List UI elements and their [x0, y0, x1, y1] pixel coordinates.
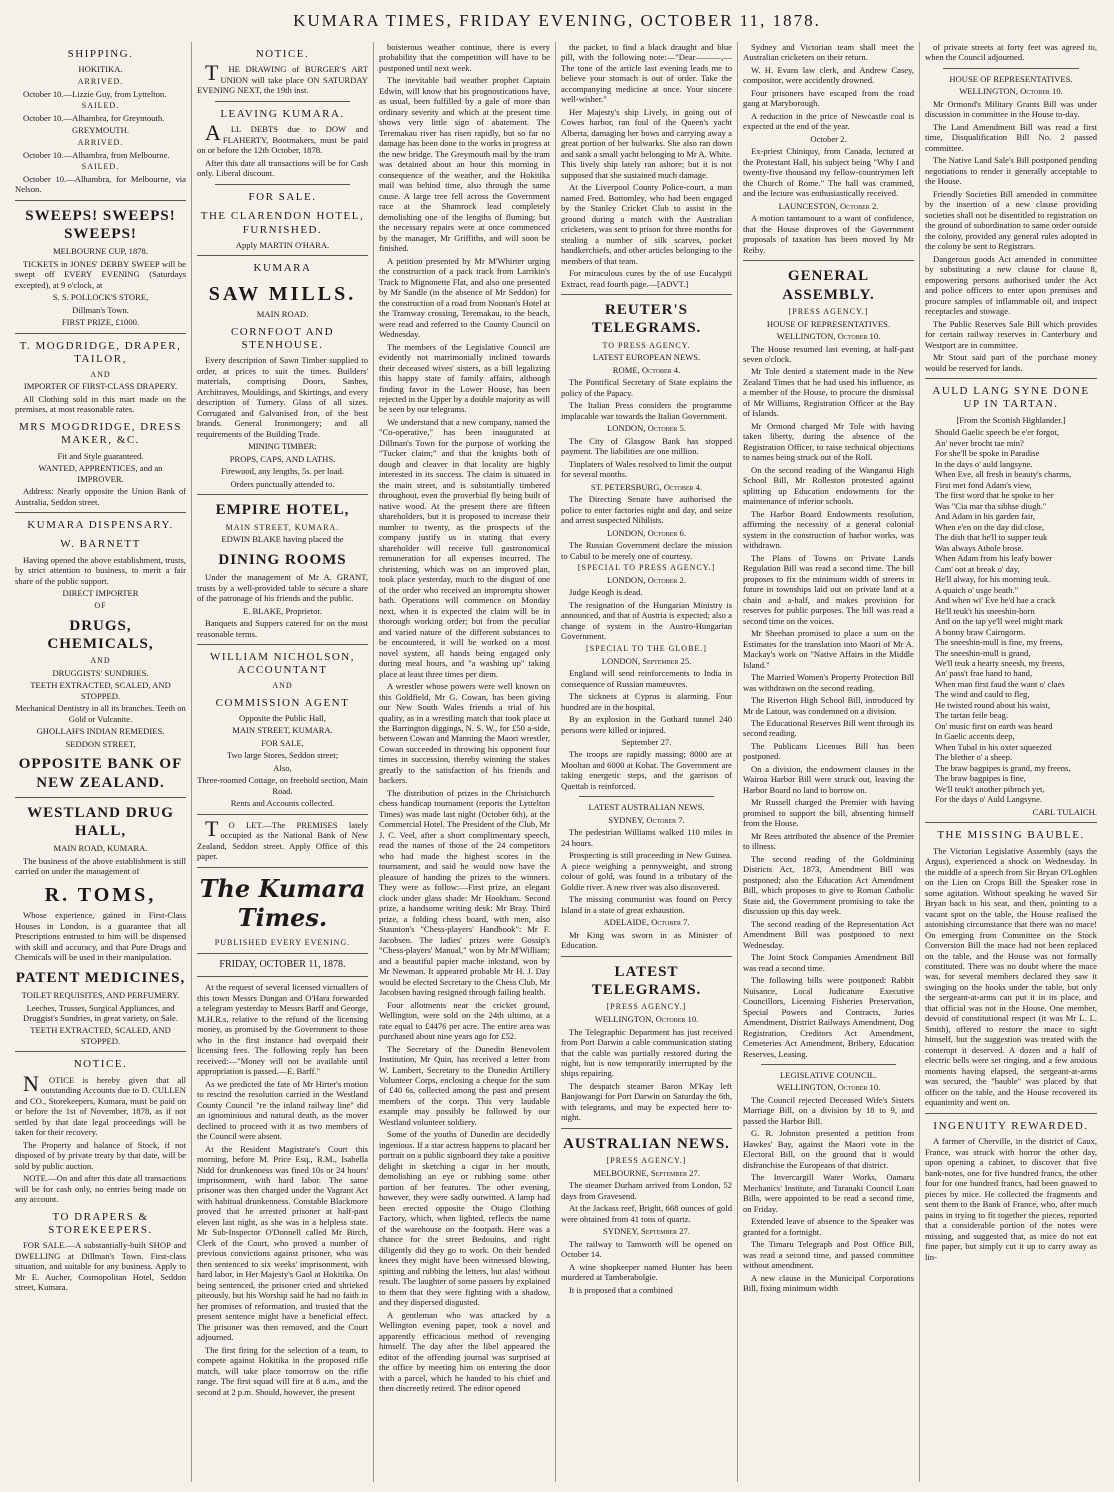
report-paragraph: Extended leave of absence to the Speaker was granted for a fortnight. — [743, 1216, 914, 1237]
article-paragraph: A petition presented by Mr M'Whirter urging the construction of a pack track from Larrikin's Track to Mignonette Flat, and also one presented by Mr Sandle (in the absence of Mr Seddon) for the construction of a road from Noonan's Hotel at the Tramway crossing, Teremakau, to the beach, were read and referred to the County Council on Wednesday. — [379, 255, 550, 340]
report-paragraph: The Public Reserves Sale Bill which provides for certain railway reserves in Canterbury and Westport are in committee. — [925, 318, 1097, 350]
article-paragraph: At the Liverpool County Police-court, a man named Fred. Bottomley, who had been engaged by the Stanley Cricket Club to assist in the ground during a match with the Australian cricketers, was sent to prison for three months for stealing a number of silk scarves, pocket handkerchiefs, and other articles belonging to the members of that team. — [561, 182, 732, 266]
report-paragraph: The second reading of the Representation Act Amendment Bill was postponed to next Wednesday. — [743, 918, 914, 950]
ad-text: Having opened the above establishment, trusts, by strict attention to business, to merit a fair share of the public support. — [15, 554, 186, 586]
report-paragraph: Mr Rees attributed the absence of the Premier to illness. — [743, 830, 914, 852]
poem-line: A quaich o' usge beath." — [935, 584, 1019, 595]
ad-and: AND — [272, 680, 293, 690]
report-paragraph: A new clause in the Municipal Corporations Bill, fixing minimum width — [743, 1272, 914, 1294]
ad-heading: KUMARA — [253, 262, 312, 275]
ad-text: Every description of Sawn Timber supplied to order, at prices to suit the times. Builders' materials, comprising Doors, Sashes, Architraves, Mouldings, and Skirtings, and every description of Turnery. Glass of all sizes. Corrugated and Galvanised Iron, of the best brands. General Ironmongery; and all requirements of the Building Trade. — [197, 355, 368, 439]
section-heading: AULD LANG SYNE DONE UP IN TARTAN. — [932, 385, 1090, 411]
article-paragraph: The Secretary of the Dunedin Benevolent Institution, Mr Quin, has received a letter from W. Lambert, Secretary to the Dunedin Artillery Volunteer Corps, enclosing a cheque for the sum of £40 6s, collected among the past and present members of the corps. This very laudable example may possibly be followed by our Westland volunteer soldiery. — [379, 1043, 550, 1127]
poem-line: And on the tap ye'll weel might mark — [935, 616, 1063, 627]
poem — [925, 427, 1097, 804]
dateline: ROME, October 4. — [612, 364, 681, 375]
ad-heading: PATENT MEDICINES, — [15, 969, 186, 986]
dateline: MELBOURNE, September 27. — [593, 1167, 700, 1178]
ad-heading: LEAVING KUMARA. — [220, 107, 345, 120]
poem-line: In the days o' auld langsyne. — [935, 458, 1033, 469]
sailed-label: SAILED. — [81, 162, 120, 172]
article-paragraph: The Victorian Legislative Assembly (says the Argus), experienced a shock on Wednesday. In the middle of a speech from Sir Bryan O'Loghlen on the Lien on Crops Bill the Speaker rose in some agitation. Without speaking he waved Sir Bryan back to his seat, and then, pointing to a vacant spot on the table, the House realised the astonishing circumstance that there was no mace! On emerging from Committee on the Stock Conversion Bill the mace had not been replaced on the table, and the House was not formally constituted. There was no doubt where the mace was, for several members declared they saw it swinging on the hooks under the table, but only the sergeant-at-arms can put it in its place, and that official was not in the House. One member, devoid of constitutional respect (it was Mr L. L. Smith), offered to restore the mace to sight himself, but the suggestion was treated with the contempt it deserved. A dozen and a half of electric bells were set ringing, and a few anxious moments having elapsed, the sergeant-at-arms was secured, the "bauble" was placed by that officer on the table, and the House recovered its equanimity and went on. — [925, 845, 1097, 1108]
ad-line: Two large Stores, Seddon street; — [226, 750, 339, 761]
notice-text: NOTICE is hereby given that all outstanding Accounts due to D. CULLEN and CO., Storekeepers, Kumara, must be paid on or before the 1st of November, 1878, as if not settled by that date legal proceedings will be taken for their recovery. — [15, 1070, 186, 1138]
agency-label: [PRESS AGENCY.] — [606, 1156, 687, 1166]
report-paragraph: The Plans of Towns on Private Lands Regulation Bill was read a second time. The bill proposes to fix the minimum width of streets in future in townships laid out on private land at a chain and a-half, and makes provision for reserves for public purposes. The bill was read a second time on the voices. — [743, 552, 914, 626]
telegram: The Russian Government declare the mission to Cabul to be merely one of courtesy. — [561, 540, 732, 561]
notice-heading: NOTICE. — [255, 48, 310, 60]
ad-line: EDWIN BLAKE having placed the — [221, 534, 344, 545]
article-paragraph: A gentleman who was attacked by a Wellington evening paper, took a novel and apparently efficacious method of revenging himself. The day after the libel appeared the editor of the offending journal was surprised at the office by meeting him on entering the door with a parcel, which he handed to his chief and then discreetly retired. The editor opened — [379, 1309, 550, 1394]
telegram: Judge Keogh is dead. — [569, 587, 643, 598]
divider — [197, 953, 368, 954]
ad-line: Rents and Accounts collected. — [230, 798, 335, 809]
ad-line: Three-roomed Cottage, on freehold section, Main Road. — [197, 775, 368, 796]
dateline: ST. PETERSBURG, October 4. — [590, 481, 703, 492]
telegram: Four prisoners have escaped from the road gang at Maryborough. — [743, 87, 914, 109]
agency-label: [SPECIAL TO THE GLOBE.] — [586, 643, 707, 653]
divider — [15, 1051, 186, 1052]
section-heading: THE MISSING BAUBLE. — [937, 829, 1085, 842]
ad-heading: T. MOGDRIDGE, DRAPER, TAILOR, — [19, 339, 182, 366]
subheading: HOUSE OF REPRESENTATIVES. — [766, 318, 891, 329]
poem-line: Was always Athole brose. — [935, 542, 1024, 553]
dateline: ADELAIDE, October 7. — [603, 917, 690, 928]
columns — [10, 42, 1104, 1482]
ad-text: TICKETS in JONES' DERBY SWEEP will be swept off EVERY EVENING (Saturdays excepted), at 9 o'clock, at — [15, 258, 186, 290]
report-paragraph: The Publicans Licenses Bill has been postponed. — [743, 740, 914, 762]
ad-wanted: WANTED, APPRENTICES, and an IMPROVER. — [38, 463, 163, 484]
divider — [561, 956, 732, 957]
poem-line: An' never brocht tae min? — [935, 437, 1024, 448]
poem-line: The sneeshin-mull is fine, my freens, — [935, 637, 1063, 648]
poem-line: Cam' oot at break o' day, — [935, 563, 1020, 574]
ad-store: S. S. POLLOCK'S STORE, — [52, 292, 149, 303]
sweeps-heading: SWEEPS! SWEEPS! SWEEPS! — [25, 207, 176, 243]
poem-line: He'll teuk't his sneeshin-horn — [935, 605, 1035, 616]
cup-heading: MELBOURNE CUP, 1878. — [52, 246, 149, 257]
telegram: A reduction in the price of Newcastle coal is expected at the end of the year. — [743, 110, 914, 132]
poem-line: The braw bagpipes is fine, — [935, 773, 1026, 784]
ad-fit: Fit and Style guaranteed. — [57, 450, 144, 461]
ad-line: FOR SALE, — [261, 737, 304, 748]
column-3 — [374, 42, 556, 1482]
ad-line: Also, — [273, 762, 292, 773]
dateline: WELLINGTON, October 10. — [776, 1082, 881, 1093]
telegram: The steamer Durham arrived from London, 52 days from Gravesend. — [561, 1180, 732, 1201]
telegram: The Italian Press considers the programme implacable war towards the Italian Government. — [561, 400, 732, 421]
poem-line: For she'll be spoke in Paradise — [935, 448, 1040, 459]
ad-line: E. BLAKE, Proprietor. — [242, 605, 322, 616]
shipping-title: SHIPPING. — [67, 48, 134, 60]
ad-of: OF — [94, 600, 107, 610]
article-paragraph: boisterous weather continue, there is every probability that the competition will have to be postponed until next week. — [379, 42, 550, 73]
poem-line: The first word that he spoke to her — [935, 490, 1054, 501]
telegram: The railway to Tamworth will be opened on October 14. — [561, 1238, 732, 1260]
article-paragraph: The members of the Legislative Council are evidently not matrimonially inclined towards their deceased wives' sisters, as a bill legalizing this happy state of family affairs, although finding favor in the Lower House, has been rejected in the Upper by a double majority as will be seen by our telegrams. — [379, 341, 550, 415]
poem-line: We'll teuk't another pibroch yet, — [935, 783, 1045, 794]
telegram: The despatch steamer Baron M'Kay left Banjowangi for Port Darwin on Saturday the 6th, with telegrams, and may be expected here to-night. — [561, 1080, 732, 1123]
report-paragraph: The Joint Stock Companies Amendment Bill was read a second time. — [743, 952, 914, 973]
telegram: The Telegraphic Department has just received from Port Darwin a cable communication stating that the cable was partially restored during the night, but is now temporarily interrupted by the ships repairing. — [561, 1026, 732, 1079]
subheading: LATEST EUROPEAN NEWS. — [592, 352, 701, 363]
poem-line: When Adam from his leafy bower — [935, 553, 1053, 564]
poem-line: He twisted round about his waist, — [935, 699, 1051, 710]
report-paragraph: Dangerous goods Act amended in committee by substituting a new clause for clause 8, empowering persons authorised under the Act and police officers to enter upon premises and procure samples of inflammable oil, and inspect receptacles and stowage. — [925, 253, 1097, 317]
report-paragraph: The Council rejected Deceased Wife's Sisters Marriage Bill, on a division by 18 to 9, and passed the Harbor Bill. — [743, 1094, 914, 1126]
dateline: LONDON, October 6. — [607, 527, 686, 538]
ad-line: TOILET REQUISITES, AND PERFUMERY. — [21, 990, 180, 1001]
ad-opposite: OPPOSITE BANK OF NEW ZEALAND. — [18, 756, 183, 791]
divider — [197, 814, 368, 815]
column-2 — [192, 42, 374, 1482]
ad-heading: KUMARA DISPENSARY. — [27, 519, 174, 532]
telegram: By an explosion in the Gothard tunnel 240 persons were killed or injured. — [561, 714, 732, 735]
ad-line: MAIN STREET, KUMARA. — [225, 522, 340, 532]
report-paragraph: The Educational Reserves Bill went through its second reading. — [743, 717, 914, 739]
report-paragraph: Mr Sheehan promised to place a sum on the Estimates for the translation into Maori of Mr A. Mackay's work on "Native Affairs in the Middle Island." — [743, 628, 914, 670]
section-heading: REUTER'S TELEGRAMS. — [591, 302, 702, 337]
poem-line: The braw bagpipes is grand, my freens, — [935, 762, 1071, 773]
ad-name: W. BARNETT — [60, 538, 141, 551]
ad-heading: EMPIRE HOTEL, — [215, 502, 350, 519]
ad-heading: FOR SALE. — [248, 190, 317, 203]
sailed-label: SAILED. — [81, 101, 120, 111]
poem-line: In Gaelic accents deep, — [935, 731, 1015, 742]
divider — [925, 822, 1097, 823]
subheading: LATEST AUSTRALIAN NEWS. — [588, 802, 705, 813]
divider — [197, 494, 368, 495]
telegram: A wine shopkeeper named Hunter has been murdered at Tamberabolgie. — [561, 1261, 732, 1283]
ad-and: AND — [90, 656, 111, 666]
report-paragraph: The Native Land Sale's Bill postponed pending negotiations to render it generally acceptable to the House. — [925, 155, 1097, 187]
ad-hotel: THE CLARENDON HOTEL, FURNISHED. — [200, 210, 365, 236]
ad-heading: COMMISSION AGENT — [215, 696, 350, 709]
ad-text: Under the management of Mr A. GRANT, trusts by a well-provided table to secure a share of the patronage of his friends and the public. — [197, 572, 368, 604]
divider — [925, 378, 1097, 379]
ad-prize: FIRST PRIZE, £1000. — [61, 317, 140, 328]
ad-text: Address: Nearly opposite the Union Bank of Australia, Seddon street. — [15, 486, 186, 507]
report-paragraph: G. R. Johnston presented a petition from Hawkes' Bay, against the Maori vote in the Electoral Bill, on the ground that it would disfranchise the Europeans of that district. — [743, 1128, 914, 1170]
article-paragraph: the packet, to find a black draught and blue pill, with the following note:—"Dear———,—The tone of the article last evening leads me to believe your stomach is out of order. Take the accompanying medicine at once. Your sincere well-wisher." — [561, 42, 732, 105]
newspaper-title: The Kumara Times. — [199, 873, 366, 933]
poem-line: The blether o' a sheep. — [935, 752, 1013, 763]
ad-and: AND — [90, 369, 111, 379]
ad-line: Opposite the Public Hall, — [239, 713, 326, 723]
report-paragraph: The Married Women's Property Protection Bill was withdrawn on the second reading. — [743, 672, 914, 693]
ad-importer: IMPORTER OF FIRST-CLASS DRAPERY. — [23, 381, 178, 392]
divider — [561, 1128, 732, 1129]
subheading: LEGISLATIVE COUNCIL. — [780, 1070, 877, 1080]
ad-heading: TO DRAPERS & STOREKEEPERS. — [48, 1210, 153, 1237]
ad-name: CORNFOOT AND STENHOUSE. — [230, 325, 335, 352]
report-paragraph: The second reading of the Goldmining Districts Act, 1873, Amendment Bill was postponed; also the Education Act Amendment Bill, which proposes to give to Roman Catholic State aid, the Government promising to take the discussion up this day week. — [743, 853, 914, 917]
ad-line: PROPS, CAPS, AND LATHS. — [229, 453, 336, 464]
dateline: LONDON, October 5. — [607, 423, 686, 434]
masthead: KUMARA TIMES, FRIDAY EVENING, OCTOBER 11, 1878. — [293, 11, 821, 30]
shipping-entry: October 10.—Alhambra, for Greymouth. — [23, 112, 165, 123]
poem-line: The wind and cauld to fleg, — [935, 689, 1030, 700]
port-hokitika: HOKITIKA. — [78, 64, 123, 75]
article-paragraph: The distribution of prizes in the Christchurch chess handicap tournament (reports the Lyttelton Times) was made last night (October 6th), at the Commercial Hotel. The President of the Club, Mr J. C. Veel, after a short complimentary speech, read the names of those of the 24 competitors who had made the highest scores in the tournament, and said he would now have the pleasure of handing the prizes to the winners. They were as follow:—First prize, an elegant clock under glass shade: Mr Hookham. Second prize, a handsome writing desk: Mr Bray. Third prize, a folding chess board, with men, also Staunton's "Chess-players' Handbook": Mr F. Jacobsen. The ladies' prizes were Gossip's "Chess-players' Manual," won by Mr M'William; and a beautiful papier mache inkstand, won by Mr Newman. It appeared probable Mr H. J. Day would be elected Secretary to the Chess Club, Mr Jacobsen having resigned through failing health. — [379, 787, 550, 998]
ad-line: Mechanical Dentistry in all its branches. Teeth on Gold or Vulcanite. — [15, 703, 186, 724]
dateline: WELLINGTON, October 10. — [776, 331, 881, 342]
article-paragraph: Some of the youths of Dunedin are decidedly ingenious. If a star actress happens to placard her portrait on a public signboard they take a positive delight in sketching a cigar in her mouth, demolishing an eye or rubbing some other portion of her features. The other evening, however, they were sadly outwitted. A lamp had been erected opposite the Otago Clothing Factory, which, when lighted, reflects the name of the warehouse on the footpath. Here was a chance for the street Bedouins, and right diligently did they go to work. On their bended knees they might have been witnessed blowing, spitting and rubbing the letters, but alas! without result. The laughter of some passers by explained to them that they were fighting with a shadow, and they dispersed disgusted. — [379, 1129, 550, 1308]
poem-line: When Eve, all fresh in beauty's charms, — [935, 469, 1072, 480]
poem-line: A bonny braw Cairngorm. — [935, 626, 1026, 637]
ad-line: TEETH EXTRACTED, SCALED, AND STOPPED. — [30, 680, 171, 701]
dateline: LONDON, September 25. — [601, 655, 692, 666]
telegram: The missing communist was found on Percy Island in a state of great exhaustion. — [561, 894, 732, 915]
divider — [197, 255, 368, 256]
ad-line: SEDDON STREET, — [65, 738, 136, 749]
report-paragraph: Mr Ormond charged Mr Tole with having taken liberty, during the absence of the Registration Officer, to raise technical objections to names being struck out of the Roll. — [743, 420, 914, 463]
published-line: PUBLISHED EVERY EVENING. — [214, 938, 351, 948]
ad-text: THE DRAWING of BURGER'S ART UNION will take place ON SATURDAY EVENING NEXT, the 19th inst. — [197, 60, 368, 96]
telegram: At the Jackass reef, Bright, 668 ounces of gold were obtained from 41 tons of quartz. — [561, 1203, 732, 1224]
ad-text: After this date all transactions will be for Cash only. Liberal discount. — [197, 157, 368, 179]
poem-line: Should Gaelic speech be e'er forgot, — [935, 427, 1060, 438]
article-paragraph: At the Resident Magistrate's Court this morning, before M. Price Esq., R.M., Isabella Nidd for drunkenness was fined 10s or 24 hours' imprisonment, with hard labor. The same prisoner was then charged under the Vagrant Act with habitual drunkenness. Constable Blackmore proved that he arrested prisoner at half-past eleven last night, as she was in a helpless state. Mr Sub-Inspector O'Donnell called Mr Birch, Clerk of the Court, who proved a number of previous convictions against prisoner, who was then sentenced to six weeks' imprisonment, with hard labor, in Her Majesty's Gaol at Hokitika. On being sentenced, the prisoner cried and shrieked piteously, but his Worship said he had no faith in her promises of reformation, and trusted that the present sentence might have a beneficial effect. The prisoner was then removed, and the Court adjourned. — [197, 1143, 368, 1343]
report-paragraph: Friendly Societies Bill amended in committee by the insertion of a new clause providing societies shall not be disentitled to registration on the ground of subordination to same order outside the colony, provided any general rules adopted in the colony be sent to Registrars. — [925, 188, 1097, 252]
column-1 — [10, 42, 192, 1482]
telegram: Prospecting is still proceeding in New Guinea. A piece weighing a pennyweight, and strong colour of gold, was found in a tributary of the Goldie river. A new river was also discovered. — [561, 850, 732, 892]
poem-line: And Adam in his garden fair, — [935, 511, 1035, 522]
notice-heading: NOTICE. — [73, 1058, 128, 1071]
report-paragraph: The Timaru Telegraph and Post Office Bill, was read a second time, and passed committee without amendment. — [743, 1239, 914, 1271]
poem-line: He'll alway, for his morning teuk. — [935, 574, 1051, 585]
divider — [761, 1064, 896, 1065]
column-6 — [920, 42, 1102, 1482]
divider — [561, 294, 732, 295]
ad-line: MAIN STREET, KUMARA. — [232, 725, 333, 736]
agency-label: [PRESS AGENCY.] — [606, 1002, 687, 1012]
ad-text: The business of the above establishment is still carried on under the management of — [15, 855, 186, 877]
telegram: W. H. Evans law clerk, and Andrew Casey, compositor, were accidently drowned. — [743, 64, 914, 86]
report-paragraph: The Invercargill Water Works, Oamaru Mechanics' Institute, and Taranaki Council Loan Bills, were appointed to be read a second time, on Friday. — [743, 1172, 914, 1214]
poem-line: An' pass't frae hand to hand, — [935, 668, 1033, 679]
section-heading: GENERAL ASSEMBLY. — [782, 268, 875, 303]
ad-text: TO LET.—The PREMISES lately occupied as the National Bank of New Zealand, Seddon street. Apply Office of this paper. — [197, 815, 368, 862]
telegram: Mr King was sworn in as Minister of Education. — [561, 929, 732, 951]
dateline: LONDON, October 2. — [607, 574, 686, 585]
dateline: WELLINGTON, October 10. — [594, 1014, 699, 1025]
telegram: The Pontifical Secretary of State explains the policy of the Papacy. — [561, 377, 732, 398]
report-paragraph: Mr Russell charged the Premier with having promised to support the bill, absenting himself from the House. — [743, 797, 914, 829]
poem-line: For the days o' Auld Langsyne. — [935, 794, 1043, 805]
article-paragraph: We understand that a new company, named the "Co-operative," has been inaugurated at Dillman's Town for the purpose of working the "Tucker claim;" and that the knights both of dough and cleaver in that locality are highly interested in its success. The claim is situated in the main street, and is substantially timbered throughout, even the proverbial fly being built of native wood. At the present there are fifteen shareholders, but it is proposed to increase their number to twenty, as the prospects of the company justify us in stating that every shareholder will receive full gastronomical remuneration for all expenses incurred. The christening, which was on an improved plan, took place yesterday, much to the disgust of one of the order who received an impromptu shower bath. Operations will commence on Monday next, when it is expected the claim will be in thorough working order; but from the peculiar and varied nature of the different substances to be encountered, it will be worked on a most novel system, all hands being engaged only during meal hours, and "a washing up" taking place at least three times per diem. — [379, 416, 550, 679]
poem-line: When Tubal in his oxter squeezed — [935, 741, 1052, 752]
poem-signature: CARL TULAICH. — [1032, 806, 1097, 817]
article-paragraph: At the request of several licensed victuallers of this town Messrs Dungan and O'Hara forwarded a telegram yesterday to Messrs Barff and George, M.H.R.s, relative to the refund of the licensing money, as promised by the Government to those who in the first instance had overpaid their licensing fees. The following reply has been received:—"Money will not be available until appropriation is passed.—E. Barff." — [197, 982, 368, 1077]
article-paragraph: As we predicted the fate of Mr Hirter's motion to rescind the resolution carried in the Westland County Council "re the inland railway line" did an ignominious and natural death, as the mover declined to proceed with it as two members of the Council were absent. — [197, 1078, 368, 1142]
ad-line: GHOLLAH'S INDIAN REMEDIES. — [36, 726, 165, 737]
ad-heading: MRS MOGDRIDGE, DRESS MAKER, &C. — [19, 420, 182, 447]
ad-line: Firewood, any lengths, 5s. per load. — [221, 466, 344, 477]
report-paragraph: The Riverton High School Bill, introduced by Mr de Latour, was condemned on a division. — [743, 695, 914, 716]
article-paragraph: The first firing for the selection of a team, to compete against Hokitika in the proposed rifle match, will take place tomorrow on the rifle range. The first squad will fire at 8 a.m., and the second at 2 p.m. Should, however, the present — [197, 1344, 368, 1397]
divider — [579, 796, 714, 797]
telegram: It is proposed that a combined — [569, 1284, 673, 1295]
section-heading: AUSTRALIAN NEWS. — [563, 1135, 730, 1152]
dateline: SYDNEY, September 27. — [602, 1226, 691, 1237]
ad-text: Banquets and Suppers catered for on the most reasonable terms. — [197, 618, 368, 639]
source-line: [From the Scottish Highlander.] — [956, 414, 1066, 425]
ad-line: Apply MARTIN O'HARA. — [235, 239, 330, 250]
telegram: The resignation of the Hungarian Ministry is announced, and that of Austria is expected; also a change of system in the Austro-Hungarian Government. — [561, 599, 732, 642]
divider — [197, 644, 368, 645]
article-paragraph: Her Majesty's ship Lively, in going out of Cowes harbor, ran foul of the Queen's yacht Alberta, damaging her bows and carrying away a great portion of her bulwarks. She also ran down and sank a small yacht belonging to Mr A. White. This lively ship lately ran ashore; but it is not supposed that she sustained much damage. — [561, 106, 732, 180]
divider — [215, 184, 350, 185]
ad-heading: WILLIAM NICHOLSON, ACCOUNTANT — [210, 651, 355, 677]
report-paragraph: The Land Amendment Bill was read a first time, Disqualification Bill No. 2 passed committee. — [925, 121, 1097, 153]
divider — [943, 68, 1079, 69]
article-paragraph: Four allotments near the cricket ground, Wellington, were sold on the 24th ultimo, at a rate equal to £4476 per acre. The entire area was purchased about nine years ago for £52. — [379, 999, 550, 1042]
agency-label: [SPECIAL TO PRESS AGENCY.] — [577, 563, 716, 573]
ad-name: R. TOMS, — [44, 883, 157, 906]
poem-line: We'll teuk a hearty sneesh, my freens, — [935, 658, 1065, 668]
telegram: Ex-priest Chiniquy, from Canada, lectured at the Protestant Hall, his subject being "Why I and twenty-five thousand my fellow-countrymen left the Church of Rome." The hall was crammed, and the lecture was enthusiastically received. — [743, 146, 914, 199]
poem-line: On' music first on earth was heard — [935, 720, 1053, 731]
telegram: The troops are rapidly massing; 8000 are at Mooltan and 6000 at Kohat. The Government are taking energetic steps, and the garrison of Quettah is reinforced. — [561, 749, 732, 791]
article-paragraph: The inevitable bad weather prophet Captain Edwin, will know that his prognostications have, as usual, been fulfilled by a gale of more than ordinary severity and which at the present time shows very little sign of abatement. The Teremakau river has risen rapidly, but so far no damage has been done to the works in progress at the new bridge. The Greymouth mail by the tram was detained about an hour this morning in consequence of the weather, and the Hokitika mail was behind time, also through the same cause. A large tree fell across the Government race at the Shamrock lead completely demolishing one of the lengths of fluming; but the necessary repairs were at once commenced by the manager, Mr Griffiths, and will soon be finished. — [379, 75, 550, 254]
divider — [215, 101, 350, 102]
notice-text: The Property and balance of Stock, if not disposed of by private treaty by that date, will be sold by public auction. — [15, 1139, 186, 1171]
ad-line: TEETH EXTRACTED, SCALED, AND STOPPED. — [30, 1025, 171, 1046]
telegram: England will send reinforcements to India in consequence of Russian manœuvres. — [561, 668, 732, 689]
report-paragraph: Mr Stout said part of the purchase money would be reserved for lands. — [925, 352, 1097, 373]
telegram: The sickness at Cyprus is alarming. Four hundred are in the hospital. — [561, 691, 732, 712]
telegram: A motion tantamount to a want of confidence, that the House disproves of the Government proposals of taxation has been moved by Mr Reiby. — [743, 213, 914, 255]
ad-text: Whose experience, gained in First-Class Houses in London, is a guarantee that all Prescriptions entrusted to him will be dispensed with skill and accuracy, and that Pure Drugs and Chemicals will be used in their manipulation. — [15, 910, 186, 963]
column-4 — [556, 42, 738, 1482]
report-paragraph: of private streets at forty feet was agreed to, when the Council adjourned. — [925, 42, 1097, 63]
ad-line: MAIN ROAD. — [256, 309, 309, 320]
ad-text: FOR SALE.—A substantially-built SHOP and DWELLING at Dillman's Town. First-class situation, and suitable for any business. Apply to Mr E. Aucher, Cosmopolitan Hotel, Seddon street, Kumara. — [15, 1240, 186, 1293]
dateline: LAUNCESTON, October 2. — [778, 200, 879, 211]
ad-drugs: DRUGS, CHEMICALS, — [47, 617, 154, 652]
poem-line: The sneeshin-mull is grand, — [935, 647, 1031, 658]
report-paragraph: The following bills were postponed: Rabbit Nuisance, Local Judicature Executive Councillors, Licensing Fisheries Preservation, Special Powers and Contracts, Juries Amendment, District Railways Amendment, Dog Registration, Creditors Act Amendment, Cemeteries Act Amendment, Bribery, Education Reserves, Leasing. — [743, 975, 914, 1059]
report-paragraph: On a division, the endowment clauses in the Wairoa Harbor Bill were struck out, leaving the Harbor Board no land to borrow on. — [743, 763, 914, 795]
telegram: Tinplaters of Wales resolved to limit the output for several months. — [561, 458, 732, 480]
telegram: The pedestrian Williams walked 110 miles in 24 hours. — [561, 827, 732, 848]
arrived-label: ARRIVED. — [77, 137, 124, 147]
report-paragraph: The Harbor Board Endowments resolution, affirming the necessity of a general colonial system in the construction of harbor works, was withdrawn. — [743, 508, 914, 551]
divider — [925, 1113, 1097, 1114]
divider — [15, 797, 186, 798]
report-paragraph: Mr Tole denied a statement made in the New Zealand Times that he had used his influence, as a member of the House, to procure the dismissal of Mr Williams, Registration Officer at the Bay of Islands. — [743, 366, 914, 419]
ad-line: MAIN ROAD, KUMARA. — [53, 843, 148, 854]
ad-line: MINING TIMBER: — [248, 441, 317, 452]
ad-line: DRUGGISTS' SUNDRIES. — [52, 667, 149, 678]
ad-heading: WESTLAND DRUG HALL, — [27, 804, 174, 840]
article-paragraph: A farmer of Cherville, in the district of Caux, France, was struck with horror the other day, upon opening a cabinet, to discover that five bank-notes, one for five hundred francs, the other four for one hundred francs, had been gnawed to pieces by mice. He collected the fragments and sent them to the Bank of France, who, after much pains in trying to fit together the pieces, reported that a considerable portion of the notes were missing, and suggested that, as mice do not eat fine paper, but simply cut it up to carry away as lin- — [925, 1136, 1097, 1262]
poem-line: First met fond Adam's view, — [935, 479, 1032, 490]
dateline: September 27. — [621, 737, 672, 747]
poem-line: When man first faud the want o' claes — [935, 678, 1065, 689]
telegram: The City of Glasgow Bank has stopped payment. The liabilities are one million. — [561, 435, 732, 457]
article-paragraph: A wrestler whose powers were well known on this Goldfield, Mr G. Cowan, has been giving our New South Wales friends a trial of his quality, as in a wrestling match that took place at the Barrington diggings, N. S. W., for £50 a-side, between Cowan and Manning the Maori wrestler, Cowan succeeded in throwing his opponent four times in succession, thereby winning the stakes greatly to the satisfaction of his friends and backers. — [379, 681, 550, 786]
divider — [197, 976, 368, 977]
subheading: HOUSE OF REPRESENTATIVES. — [949, 73, 1073, 84]
section-heading: LATEST TELEGRAMS. — [591, 963, 702, 999]
divider — [15, 512, 186, 513]
telegram: The Directing Senate have authorised the police to enter factories night and day, and seize and arrest suspected Nihilists. — [561, 494, 732, 526]
divider — [15, 200, 186, 201]
ad-text: ALL DEBTS due to DOW and FLAHERTY, Bootmakers, must be paid on or before the 12th October, 1878. — [197, 120, 368, 156]
report-paragraph: The House resumed last evening, at half-past seven o'clock. — [743, 343, 914, 364]
article-paragraph: For miraculous cures by the of use Eucalypti Extract, read fourth page.—[ADVT.] — [561, 268, 732, 289]
poem-line: Was "Cia mar tha sibhse diugh." — [935, 500, 1047, 511]
report-paragraph: Mr Ormond's Military Grants Bill was under discussion in committee in the House to-day. — [925, 98, 1097, 120]
notice-text: NOTE.—On and after this date all transactions will be for cash only, no entries being made on any account. — [15, 1173, 186, 1205]
ad-line: Orders punctually attended to. — [230, 478, 335, 489]
ad-dining: DINING ROOMS — [218, 551, 347, 568]
dateline: October 2. — [810, 133, 847, 144]
agency-label: [PRESS AGENCY.] — [788, 306, 869, 316]
ad-text: All Clothing sold in this mart made on the premises, at most reasonable rates. — [15, 393, 186, 415]
arrived-label: ARRIVED. — [77, 76, 124, 86]
poem-line: The tartan feile beag. — [935, 710, 1009, 721]
shipping-entry: October 10.—Alhambra, from Melbourne. — [23, 149, 170, 160]
section-heading: INGENUITY REWARDED. — [933, 1119, 1089, 1132]
report-paragraph: On the second reading of the Wanganui High School Bill, Mr Rolleston protested against splitting up Education endowments for the maintenance of inferior schools. — [743, 464, 914, 507]
agency-label: TO PRESS AGENCY. — [602, 340, 691, 350]
shipping-entry: October 10.—Lizzie Guy, from Lyttelton. — [23, 88, 167, 99]
telegram: Sydney and Victorian team shall meet the Australian cricketers on their return. — [743, 42, 914, 63]
poem-line: And when wi' Eve he'd hae a crack — [935, 595, 1056, 606]
divider — [15, 333, 186, 334]
divider — [743, 260, 914, 261]
shipping-entry: October 10.—Alhambra, for Melbourne, via Nelson. — [15, 173, 186, 195]
column-5 — [738, 42, 920, 1482]
poem-line: When e'en on the day did close, — [935, 521, 1045, 532]
divider — [197, 867, 368, 868]
port-greymouth: GREYMOUTH. — [71, 125, 130, 136]
ad-town: Dillman's Town. — [72, 304, 129, 315]
ad-line: Leeches, Trusses, Surgical Appliances, and Druggist's Sundries, in great variety, on Sale. — [23, 1002, 178, 1023]
dateline: WELLINGTON, October 10. — [959, 86, 1063, 97]
ad-sawmills: SAW MILLS. — [208, 282, 357, 305]
issue-date: FRIDAY, OCTOBER 11, 1878. — [219, 959, 346, 971]
ad-line: DIRECT IMPORTER — [62, 588, 139, 599]
poem-line: The dish that he'll to supper teuk — [935, 532, 1048, 543]
dateline: SYDNEY, October 7. — [608, 814, 685, 825]
